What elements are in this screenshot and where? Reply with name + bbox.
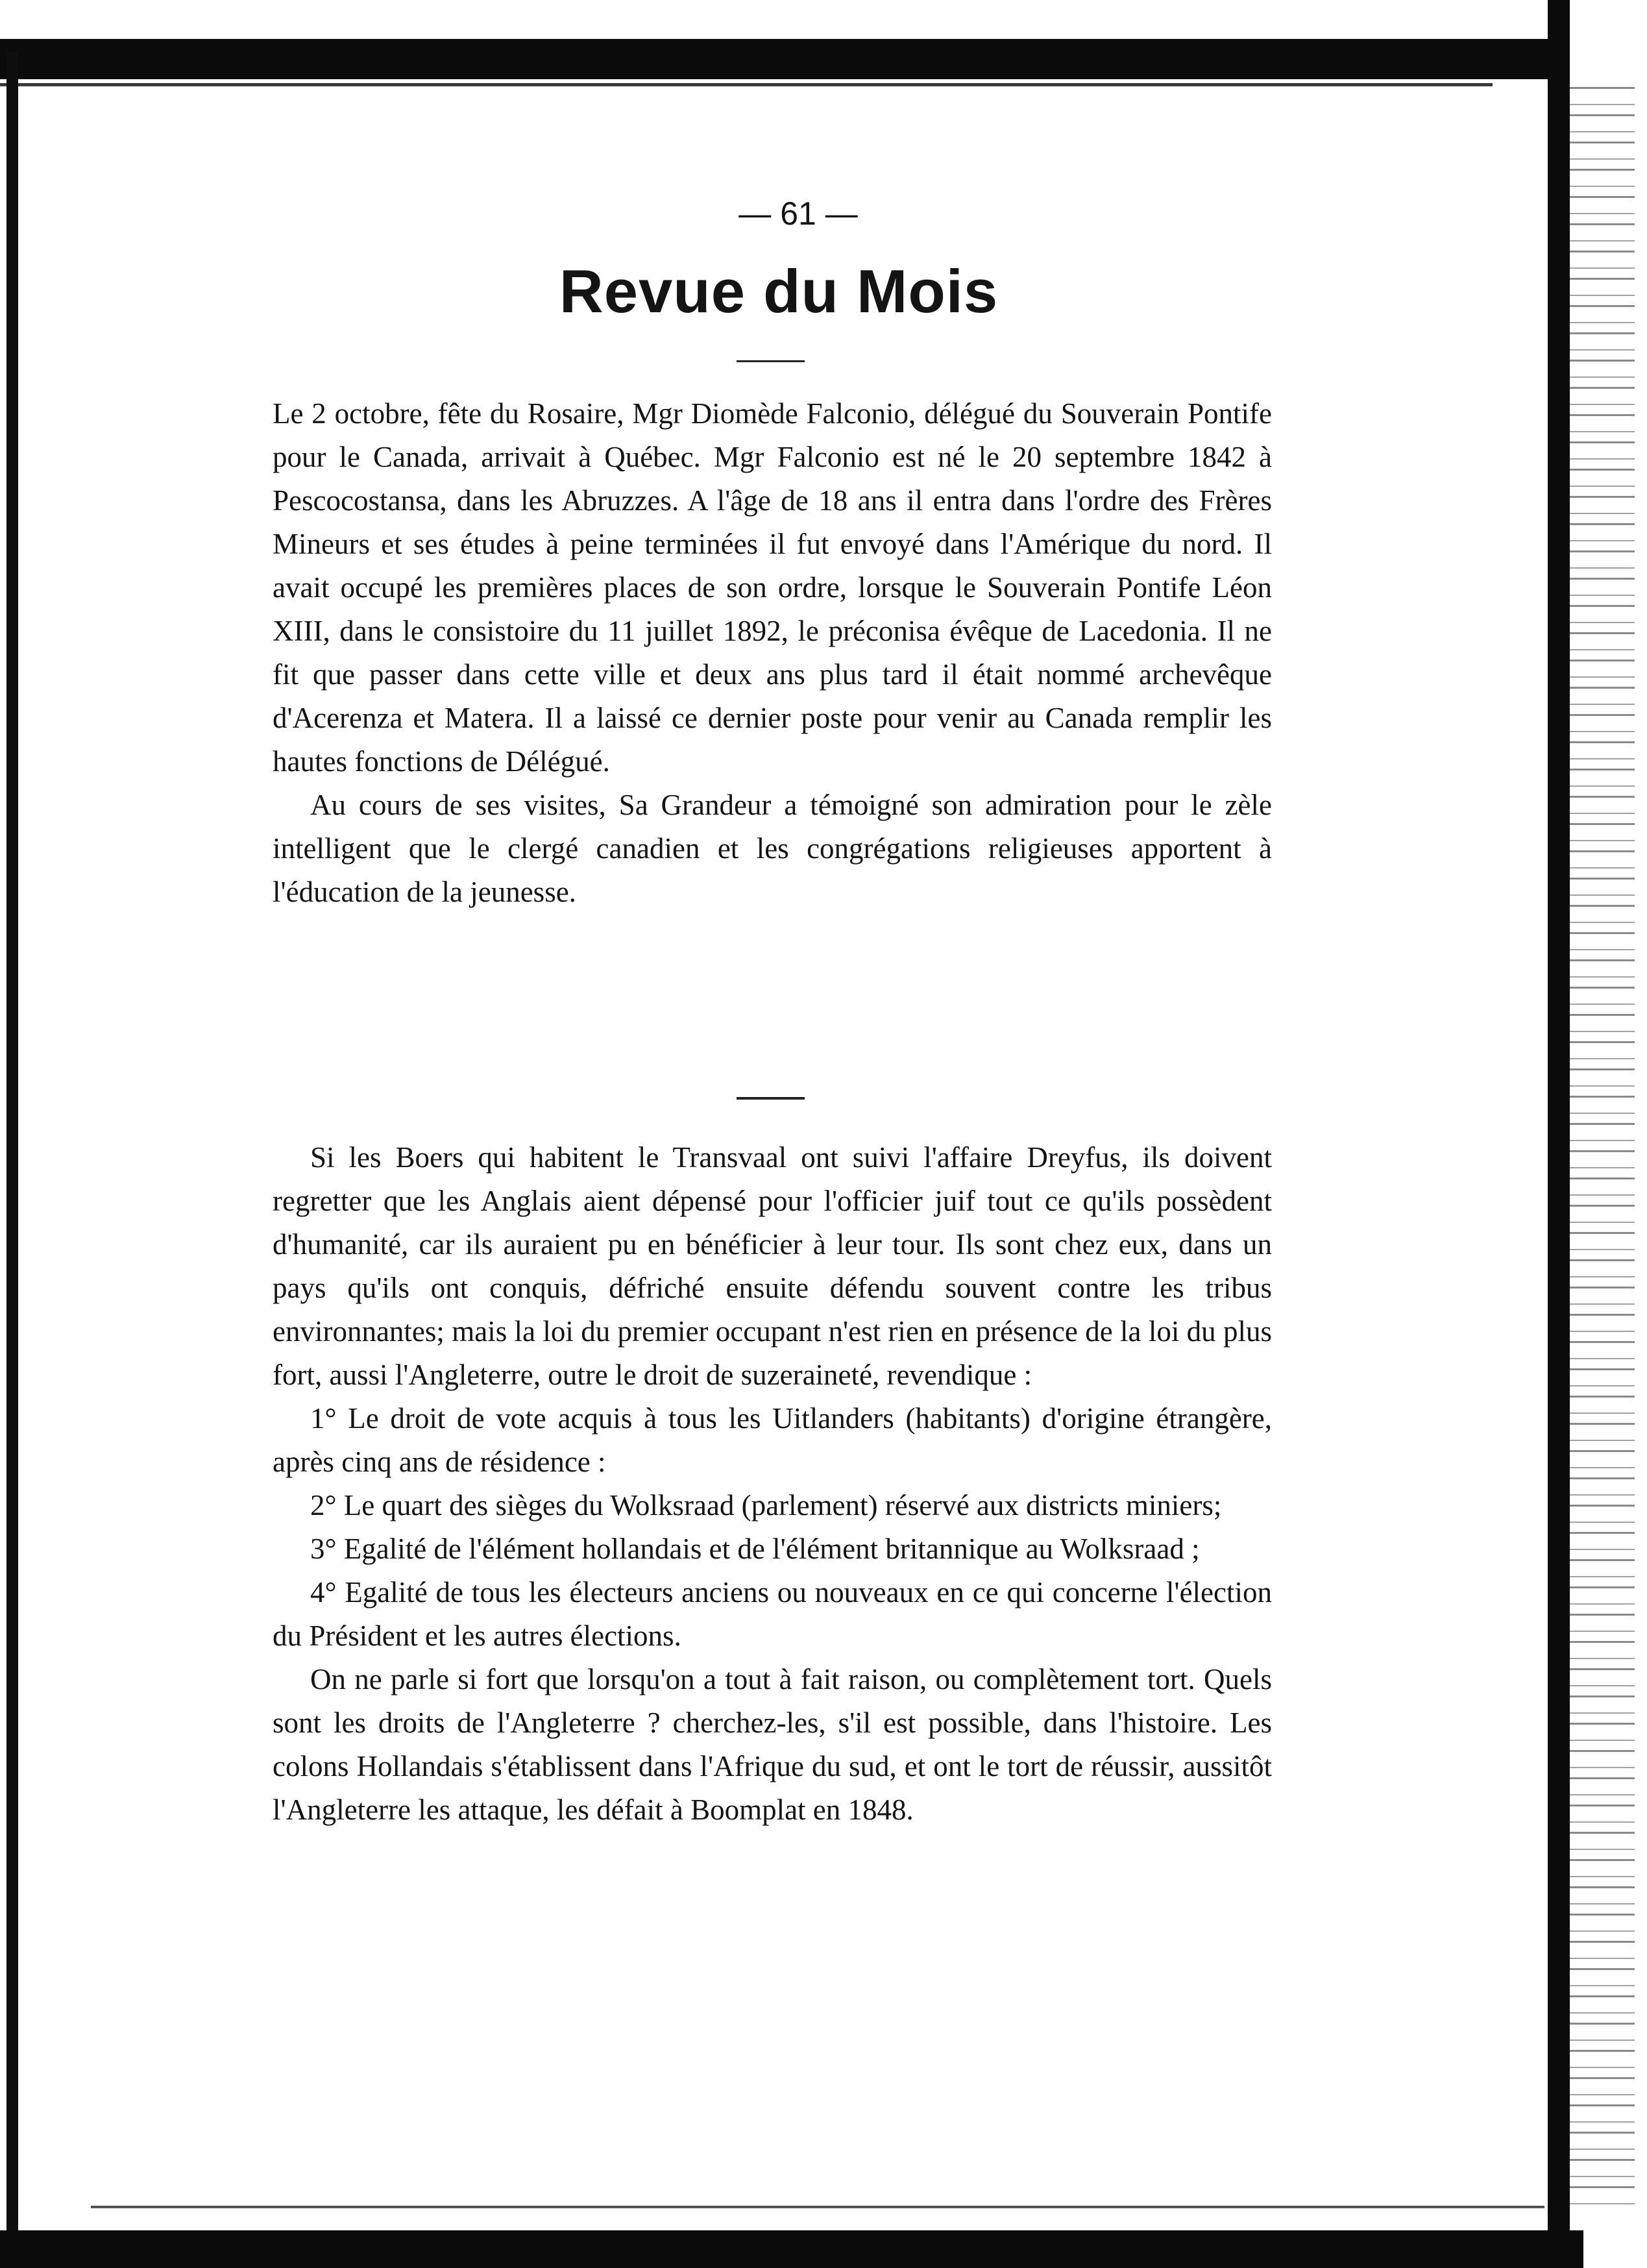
- article-transvaal: [273, 1136, 1272, 1832]
- scan-noise: [1570, 78, 1635, 2207]
- paragraph: On ne parle si fort que lorsqu'on a tout à fait raison, ou complètement tort. Quels sont les droits de l'Angleterre ? cherchez-les, s'il est possible, dans l'histoire. Les colons Hollandais s'établissent dans l'Afrique du sud, et ont le tort de réussir, aussitôt l'Angleterre les attaque, les défait à Boomplat en 1848.: [273, 1663, 1272, 1826]
- page-title: Revue du Mois: [559, 257, 999, 325]
- list-item: 2° Le quart des sièges du Wolksraad (parlement) réservé aux districts miniers;: [310, 1489, 1222, 1522]
- paragraph: Au cours de ses visites, Sa Grandeur a témoigné son admiration pour le zèle intelligent que le clergé canadien et les congrégations religieuses apportent à l'éducation de la jeunesse.: [273, 789, 1272, 908]
- paragraph: Si les Boers qui habitent le Transvaal ont suivi l'affaire Dreyfus, ils doivent regretter que les Anglais aient dépensé pour l'officier juif tout ce qu'ils possèdent d'humanité, car ils auraient pu en bénéficier à leur tour. Ils sont chez eux, dans un pays qu'ils ont conquis, défriché ensuite défendu souvent contre les tribus environnantes; mais la loi du premier occupant n'est rien en présence de la loi du plus fort, aussi l'Angleterre, outre le droit de suzeraineté, revendique :: [273, 1141, 1272, 1391]
- scan-bottom-line: [91, 2206, 1544, 2208]
- list-item: 4° Egalité de tous les électeurs anciens ou nouveaux en ce qui concerne l'élection du Président et les autres élections.: [273, 1576, 1272, 1652]
- scan-border-top: [0, 39, 1583, 79]
- list-item: 1° Le droit de vote acquis à tous les Uitlanders (habitants) d'origine étrangère, après cinq ans de résidence :: [273, 1402, 1272, 1478]
- page-number: — 61 —: [738, 195, 858, 232]
- scan-border-right: [1548, 0, 1647, 2268]
- scan-border-bottom: [0, 2230, 1583, 2268]
- article-falconio: [273, 392, 1272, 914]
- scan-border-right-edge: [1548, 0, 1570, 2268]
- list-item: 3° Egalité de l'élément hollandais et de l'élément britannique au Wolksraad ;: [310, 1533, 1200, 1565]
- scan-border-left: [6, 52, 18, 2246]
- paragraph: Le 2 octobre, fête du Rosaire, Mgr Diomède Falconio, délégué du Souverain Pontife pour le Canada, arrivait à Québec. Mgr Falconio est né le 20 septembre 1842 à Pescocostansa, dans les Abruzzes. A l'âge de 18 ans il entra dans l'ordre des Frères Mineurs et ses études à peine terminées il fut envoyé dans l'Amérique du nord. Il avait occupé les premières places de son ordre, lorsque le Souverain Pontife Léon XIII, dans le consistoire du 11 juillet 1892, le préconisa évêque de Lacedonia. Il ne fit que passer dans cette ville et deux ans plus tard il était nommé archevêque d'Acerenza et Matera. Il a laissé ce dernier poste pour venir au Canada remplir les hautes fonctions de Délégué.: [273, 397, 1272, 778]
- title-divider: [737, 360, 805, 362]
- section-divider: [737, 1097, 805, 1100]
- scan-border-top-line: [0, 83, 1493, 86]
